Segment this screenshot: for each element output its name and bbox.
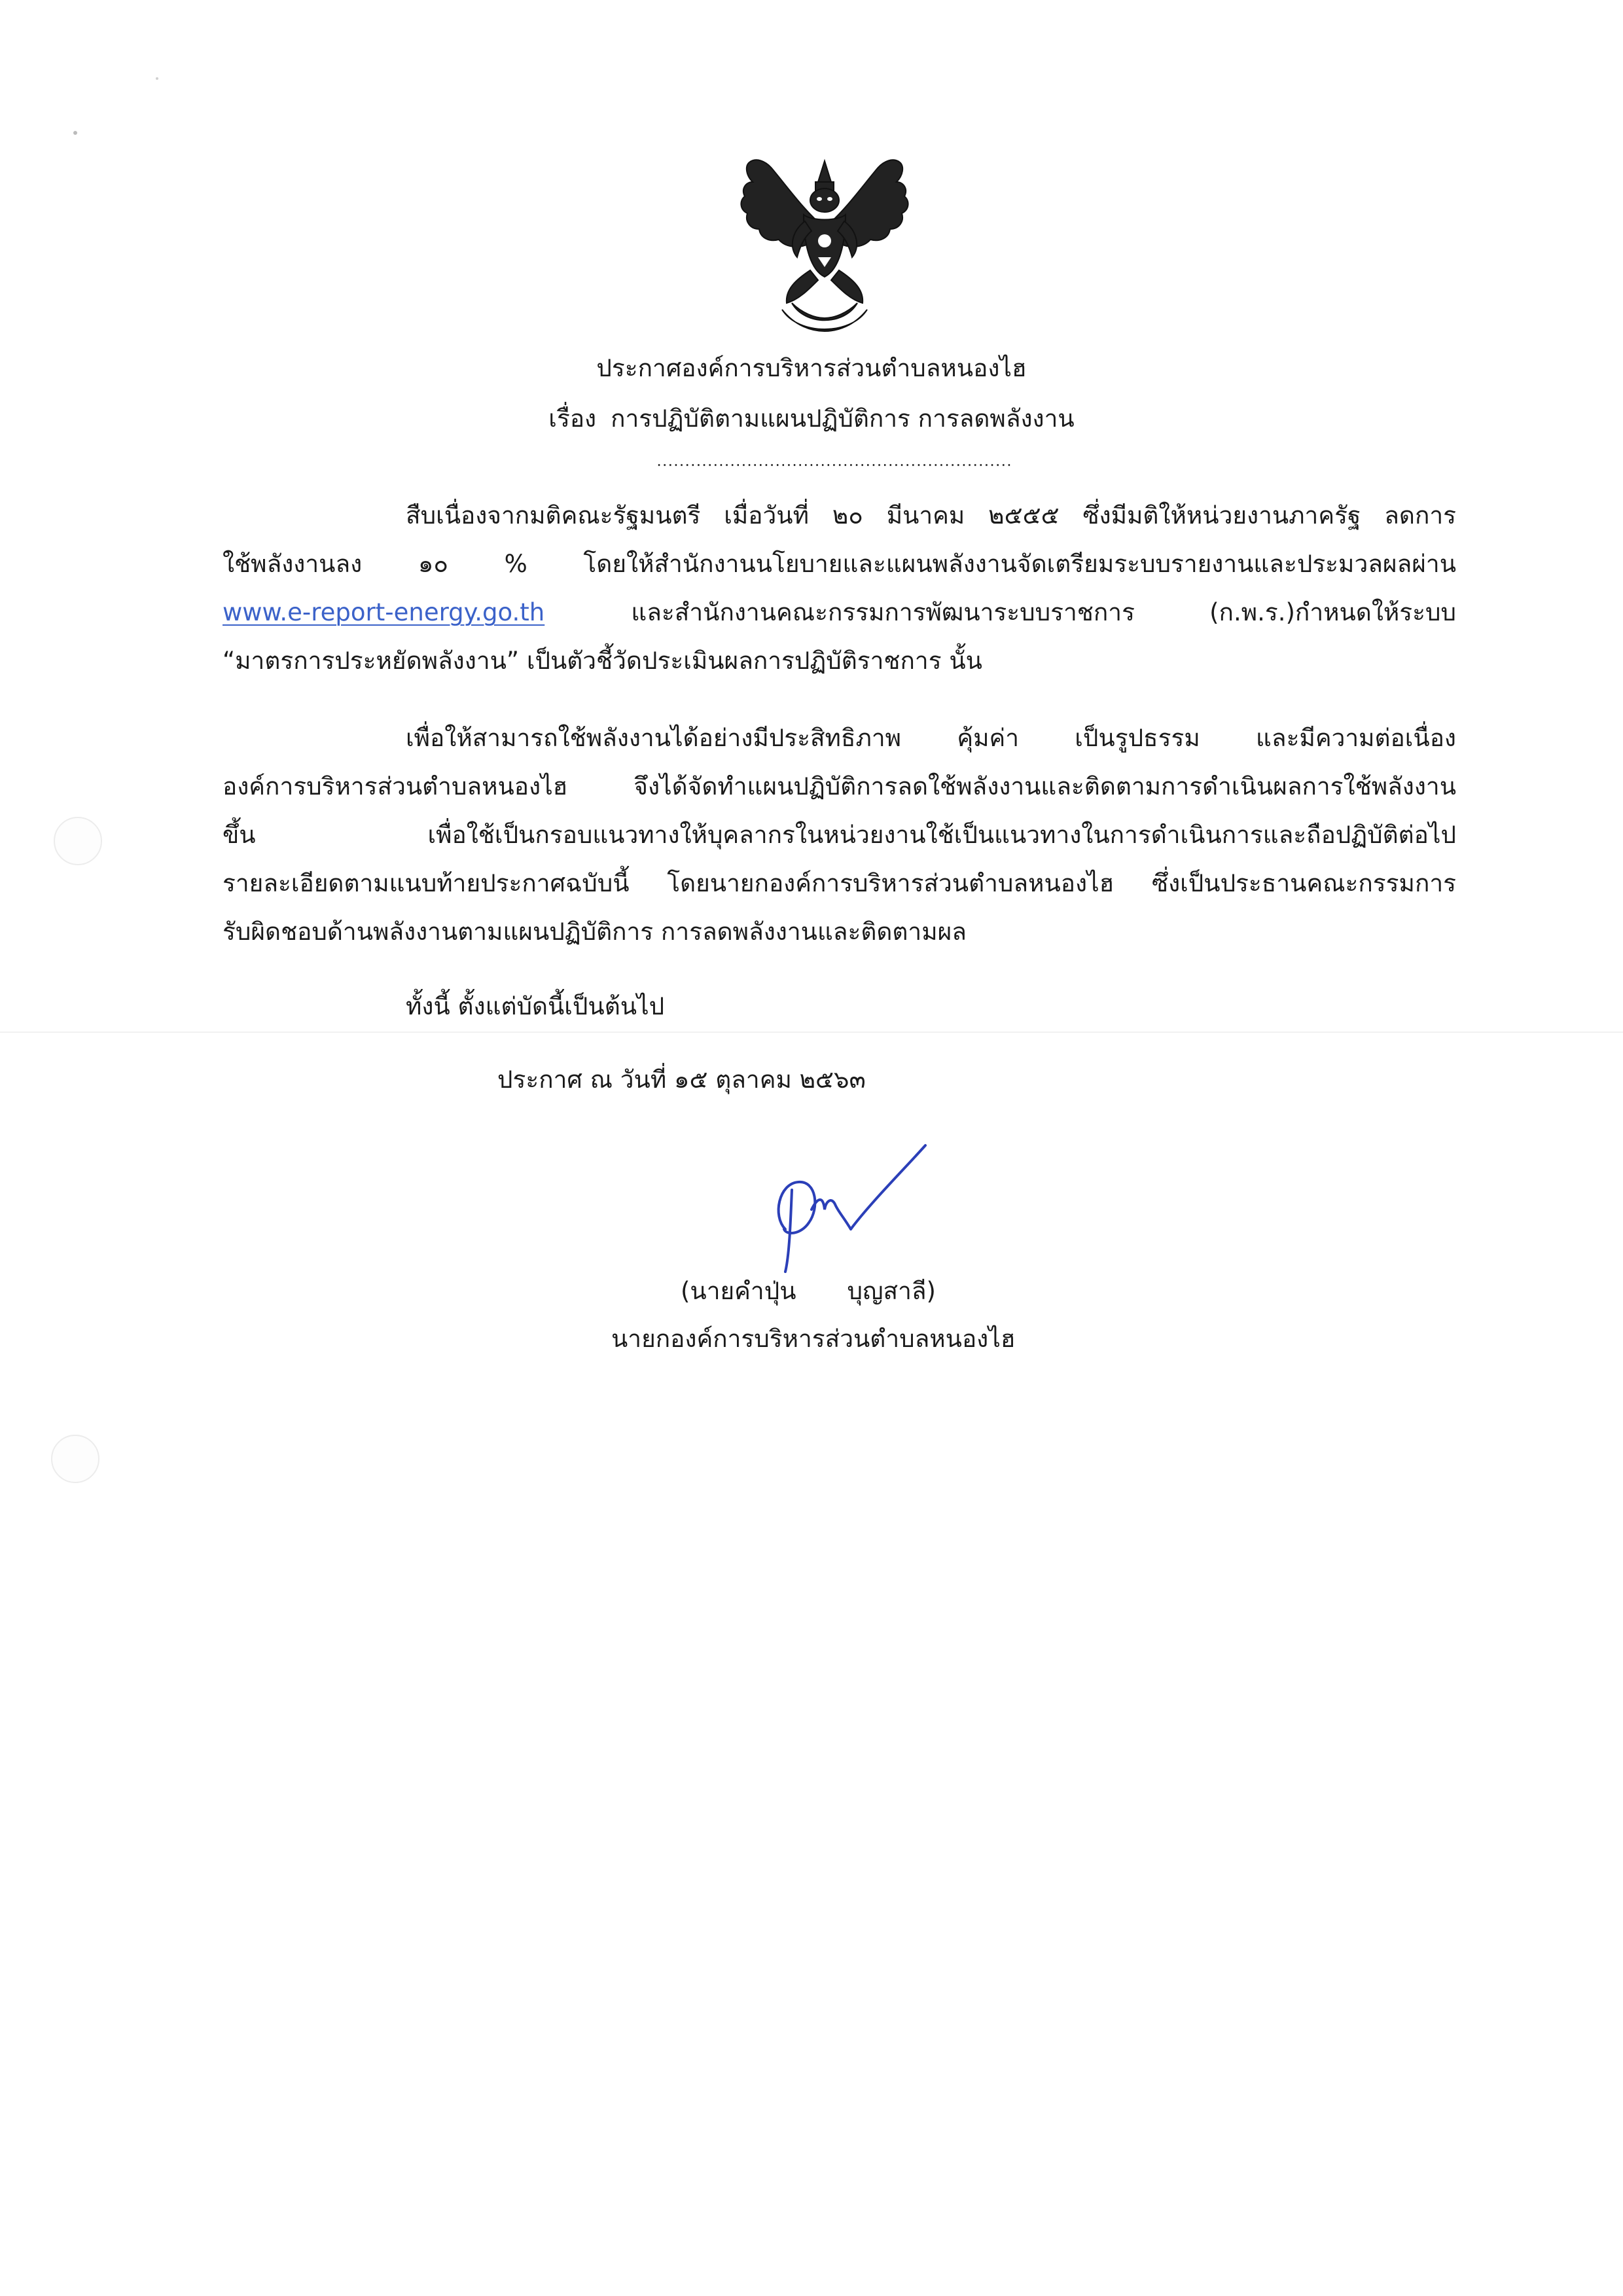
announcement-title: ประกาศองค์การบริหารส่วนตำบลหนองไฮ: [596, 354, 1027, 382]
subject-text: การปฏิบัติตามแผนปฏิบัติการ การลดพลังงาน: [611, 404, 1075, 433]
punch-hole-mark: [51, 1435, 99, 1483]
paragraph2-line3: ขึ้น เพื่อใช้เป็นกรอบแนวทางให้บุคลากรในหน่วยงานใช้เป็นแนวทางในการดำเนินการและถือปฏิบัติต่อไป: [223, 821, 1456, 849]
subject-label: เรื่อง: [548, 404, 597, 433]
garuda-emblem-icon: [726, 149, 923, 339]
dotted-separator: ...............................................................: [656, 452, 1012, 470]
announcement-subject-line: [0, 399, 1623, 439]
signer-name-first: (นายคำปุ่น: [681, 1277, 796, 1305]
paragraph1-line1: สืบเนื่องจากมติคณะรัฐมนตรี เมื่อวันที่ ๒๐ มีนาคม ๒๕๕๕ ซึ่งมีมติให้หน่วยงานภาครัฐ ลดการ: [406, 501, 1456, 529]
paragraph1-line3: [223, 593, 1456, 632]
signer-name-last: บุญสาลี): [847, 1277, 936, 1305]
signer-name: [681, 1272, 936, 1311]
paragraph2-line1: เพื่อให้สามารถใช้พลังงานได้อย่างมีประสิทธิภาพ คุ้มค่า เป็นรูปธรรม และมีความต่อเนื่อง: [406, 724, 1456, 752]
scan-speck: [156, 77, 158, 80]
signer-position: นายกองค์การบริหารส่วนตำบลหนองไฮ: [611, 1325, 1016, 1353]
paragraph2-line4: รายละเอียดตามแนบท้ายประกาศฉบับนี้ โดยนายกองค์การบริหารส่วนตำบลหนองไฮ ซึ่งเป็นประธานคณะกรรมการ: [223, 869, 1456, 897]
e-report-link[interactable]: www.e-report-energy.go.th: [223, 598, 545, 626]
punch-hole-mark: [54, 817, 102, 865]
paragraph1-line3-text: และสำนักงานคณะกรรมการพัฒนาระบบราชการ (ก.พ.ร.)กำหนดให้ระบบ: [631, 598, 1456, 626]
scan-speck: [73, 131, 77, 135]
paragraph1-line4: “มาตรการประหยัดพลังงาน” เป็นตัวชี้วัดประเมินผลการปฏิบัติราชการ นั้น: [223, 647, 982, 675]
paragraph2-line5: รับผิดชอบด้านพลังงานตามแผนปฏิบัติการ การลดพลังงานและติดตามผล: [223, 918, 967, 946]
announcement-date: ประกาศ ณ วันที่ ๑๕ ตุลาคม ๒๕๖๓: [497, 1066, 866, 1094]
scan-fold-line: [0, 1031, 1623, 1033]
handwritten-signature: [746, 1131, 942, 1282]
paragraph2-line2: องค์การบริหารส่วนตำบลหนองไฮ จึงได้จัดทำแผนปฏิบัติการลดใช้พลังงานและติดตามการดำเนินผลการใช้พลังงาน: [223, 772, 1456, 800]
effective-statement: ทั้งนี้ ตั้งแต่บัดนี้เป็นต้นไป: [406, 992, 665, 1020]
paragraph1-line2: ใช้พลังงานลง ๑๐ % โดยให้สำนักงานนโยบายและแผนพลังงานจัดเตรียมระบบรายงานและประมวลผลผ่าน: [223, 550, 1456, 578]
